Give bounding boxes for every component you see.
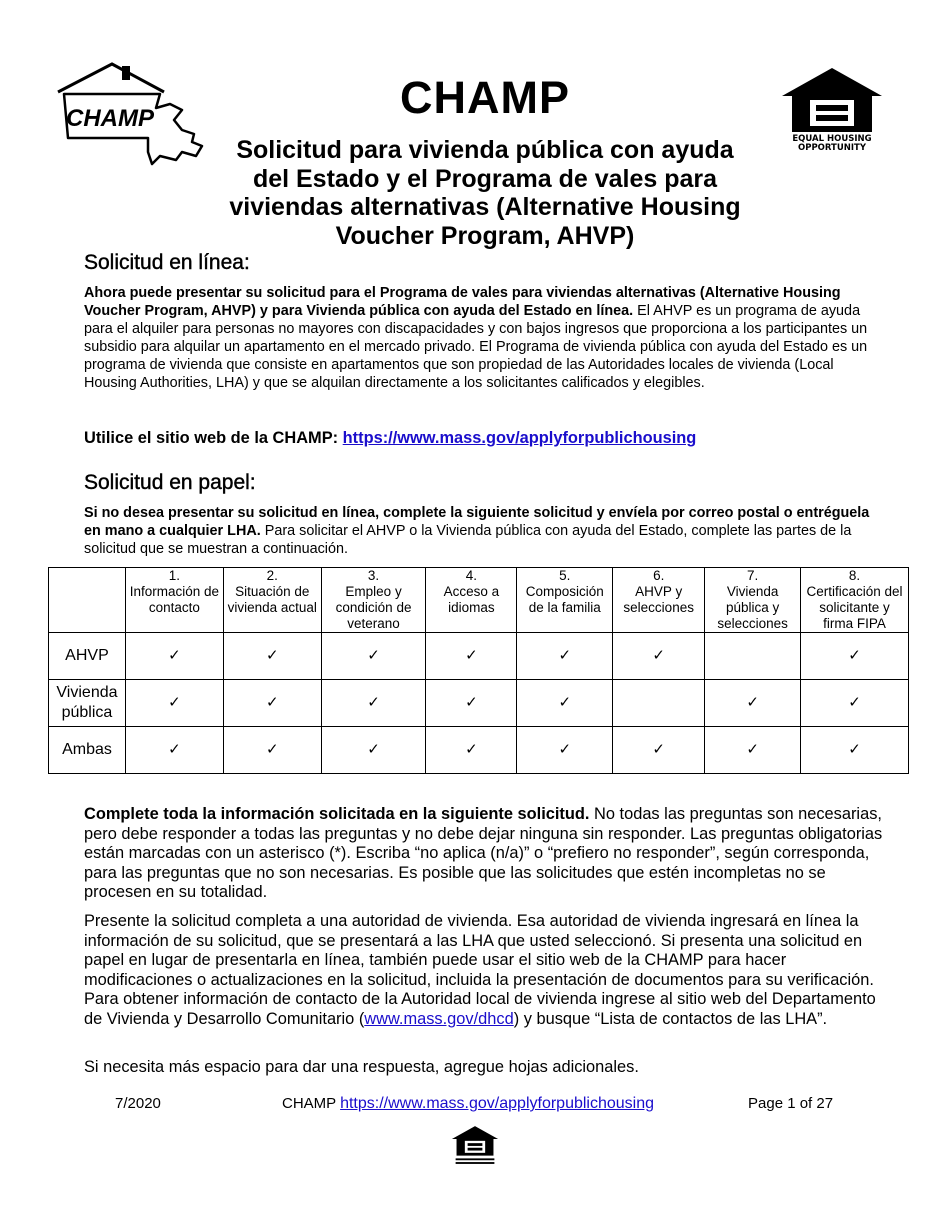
- paper-intro: [84, 504, 884, 558]
- check-cell: ✓: [125, 680, 223, 727]
- online-intro: [84, 284, 884, 392]
- column-header: 4. Acceso a idiomas: [426, 568, 517, 633]
- dhcd-link[interactable]: www.mass.gov/dhcd: [364, 1009, 514, 1028]
- instructions-bold: Complete toda la información solicitada en la siguiente solicitud.: [84, 805, 590, 823]
- column-header: 7. Vivienda pública y selecciones: [705, 568, 801, 633]
- footer-champ-label: CHAMP: [282, 1095, 341, 1112]
- eho-text-2: OPPORTUNITY: [797, 143, 867, 152]
- instructions-p2-after: ) y busque “Lista de contactos de las LHA”.: [513, 1009, 828, 1028]
- check-cell: ✓: [321, 680, 426, 727]
- check-cell: ✓: [223, 680, 321, 727]
- check-cell: ✓: [125, 633, 223, 680]
- check-cell: ✓: [613, 727, 705, 774]
- footer-center: [282, 1095, 654, 1113]
- online-intro-rest: El AHVP es un programa de ayuda para el alquiler para personas no mayores con discapacidades y con bajos ingresos que proporciona a los participantes un subsidio para alquilar un apartamento en el mercado privado. El Programa de vivienda pública con ayuda del Estado es un programa de vivienda que consiste en apartamentos que son propiedad de las Autoridades locales de vivienda (Local Housing Authorities, LHA) y que se alquilan directamente a los solicitantes calificados y elegibles.: [84, 303, 868, 391]
- check-cell: ✓: [517, 633, 613, 680]
- eho-text-1: EQUAL HOUSING: [792, 134, 872, 144]
- table-row: [49, 633, 909, 680]
- paper-heading: Solicitud en papel:: [84, 471, 256, 494]
- column-header: 6. AHVP y selecciones: [613, 568, 705, 633]
- check-cell: ✓: [801, 727, 909, 774]
- column-header: 3. Empleo y condición de veterano: [321, 568, 426, 633]
- application-parts-table: [48, 567, 909, 774]
- online-intro-bold: Ahora puede presentar su solicitud para el Programa de vales para viviendas alternativas (Alternative Housing Voucher Program, AHVP) y para Vivienda pública con ayuda del Estado en línea.: [84, 285, 841, 319]
- check-cell: ✓: [801, 633, 909, 680]
- check-cell: ✓: [321, 633, 426, 680]
- column-header: 5. Composición de la familia: [517, 568, 613, 633]
- check-cell: ✓: [426, 680, 517, 727]
- paper-intro-bold: Si no desea presentar su solicitud en línea, complete la siguiente solicitud y envíela por correo postal o entréguela en mano a cualquier LHA.: [84, 505, 870, 539]
- check-cell: ✓: [426, 633, 517, 680]
- footer-page-number: Page 1 of 27: [748, 1095, 834, 1112]
- check-cell: ✓: [517, 727, 613, 774]
- instructions-paragraph-2: [84, 912, 884, 1030]
- row-label: Ambas: [49, 727, 126, 774]
- instructions-p2-before: Presente la solicitud completa a una autoridad de vivienda. Esa autoridad de vivienda ingresará en línea la información de su solicitud, que se presentará a las LHA que usted seleccionó. Si presenta una solicitud en papel en lugar de presentarla en línea, también puede usar el sitio web de la CHAMP para hacer modificaciones o actualizaciones en la solicitud, incluida la presentación de documentos para su verificación. Para obtener información de contacto de la Autoridad local de vivienda ingrese al sitio web del Departamento de Vivienda y Desarrollo Comunitario (: [84, 912, 876, 1028]
- check-cell: ✓: [705, 680, 801, 727]
- instructions-rest: No todas las preguntas son necesarias, pero debe responder a todas las preguntas y no debe dejar ninguna sin responder. Las preguntas obligatorias están marcadas con un asterisco (*). Escriba “no aplica (n/a)” o “prefiero no responder”, según corresponda, para las preguntas que no son necesarias. Es posible que las solicitudes que estén incompletas no se procesen en su totalidad.: [84, 805, 883, 902]
- table-row: [49, 680, 909, 727]
- table-row: [49, 727, 909, 774]
- page-subtitle: Solicitud para vivienda pública con ayuda del Estado y el Programa de vales para viviendas alternativas (Alternative Housing Voucher Program, AHVP): [229, 136, 741, 250]
- website-label: Utilice el sitio web de la CHAMP:: [84, 429, 343, 447]
- instructions-paragraph-3: Si necesita más espacio para dar una respuesta, agregue hojas adicionales.: [84, 1058, 639, 1076]
- check-cell: ✓: [426, 727, 517, 774]
- instructions-paragraph-1: [84, 805, 884, 903]
- online-heading: Solicitud en línea:: [84, 251, 250, 274]
- check-cell: ✓: [321, 727, 426, 774]
- row-label: Vivienda pública: [49, 680, 126, 727]
- paper-intro-rest: Para solicitar el AHVP o la Vivienda pública con ayuda del Estado, complete las partes de la solicitud que se muestran a continuación.: [84, 523, 852, 557]
- page-title: CHAMP: [400, 72, 570, 123]
- footer-equal-housing-icon: [451, 1125, 499, 1165]
- check-cell: ✓: [125, 727, 223, 774]
- table-corner: [49, 568, 126, 633]
- table-header-row: [49, 568, 909, 633]
- website-link[interactable]: https://www.mass.gov/applyforpublichousing: [342, 429, 697, 447]
- column-header: 1. Información de contacto: [125, 568, 223, 633]
- footer-date: 7/2020: [115, 1095, 161, 1112]
- check-cell: ✓: [223, 633, 321, 680]
- check-cell: ✓: [801, 680, 909, 727]
- check-cell: [613, 680, 705, 727]
- row-label: AHVP: [49, 633, 126, 680]
- column-header: 8. Certificación del solicitante y firma FIPA: [801, 568, 909, 633]
- champ-logo-text: CHAMP: [66, 105, 154, 132]
- footer-link[interactable]: https://www.mass.gov/applyforpublichousing: [340, 1095, 655, 1112]
- check-cell: ✓: [613, 633, 705, 680]
- column-header: 2. Situación de vivienda actual: [223, 568, 321, 633]
- check-cell: ✓: [705, 727, 801, 774]
- check-cell: ✓: [223, 727, 321, 774]
- check-cell: [705, 633, 801, 680]
- check-cell: ✓: [517, 680, 613, 727]
- website-line: [84, 429, 884, 449]
